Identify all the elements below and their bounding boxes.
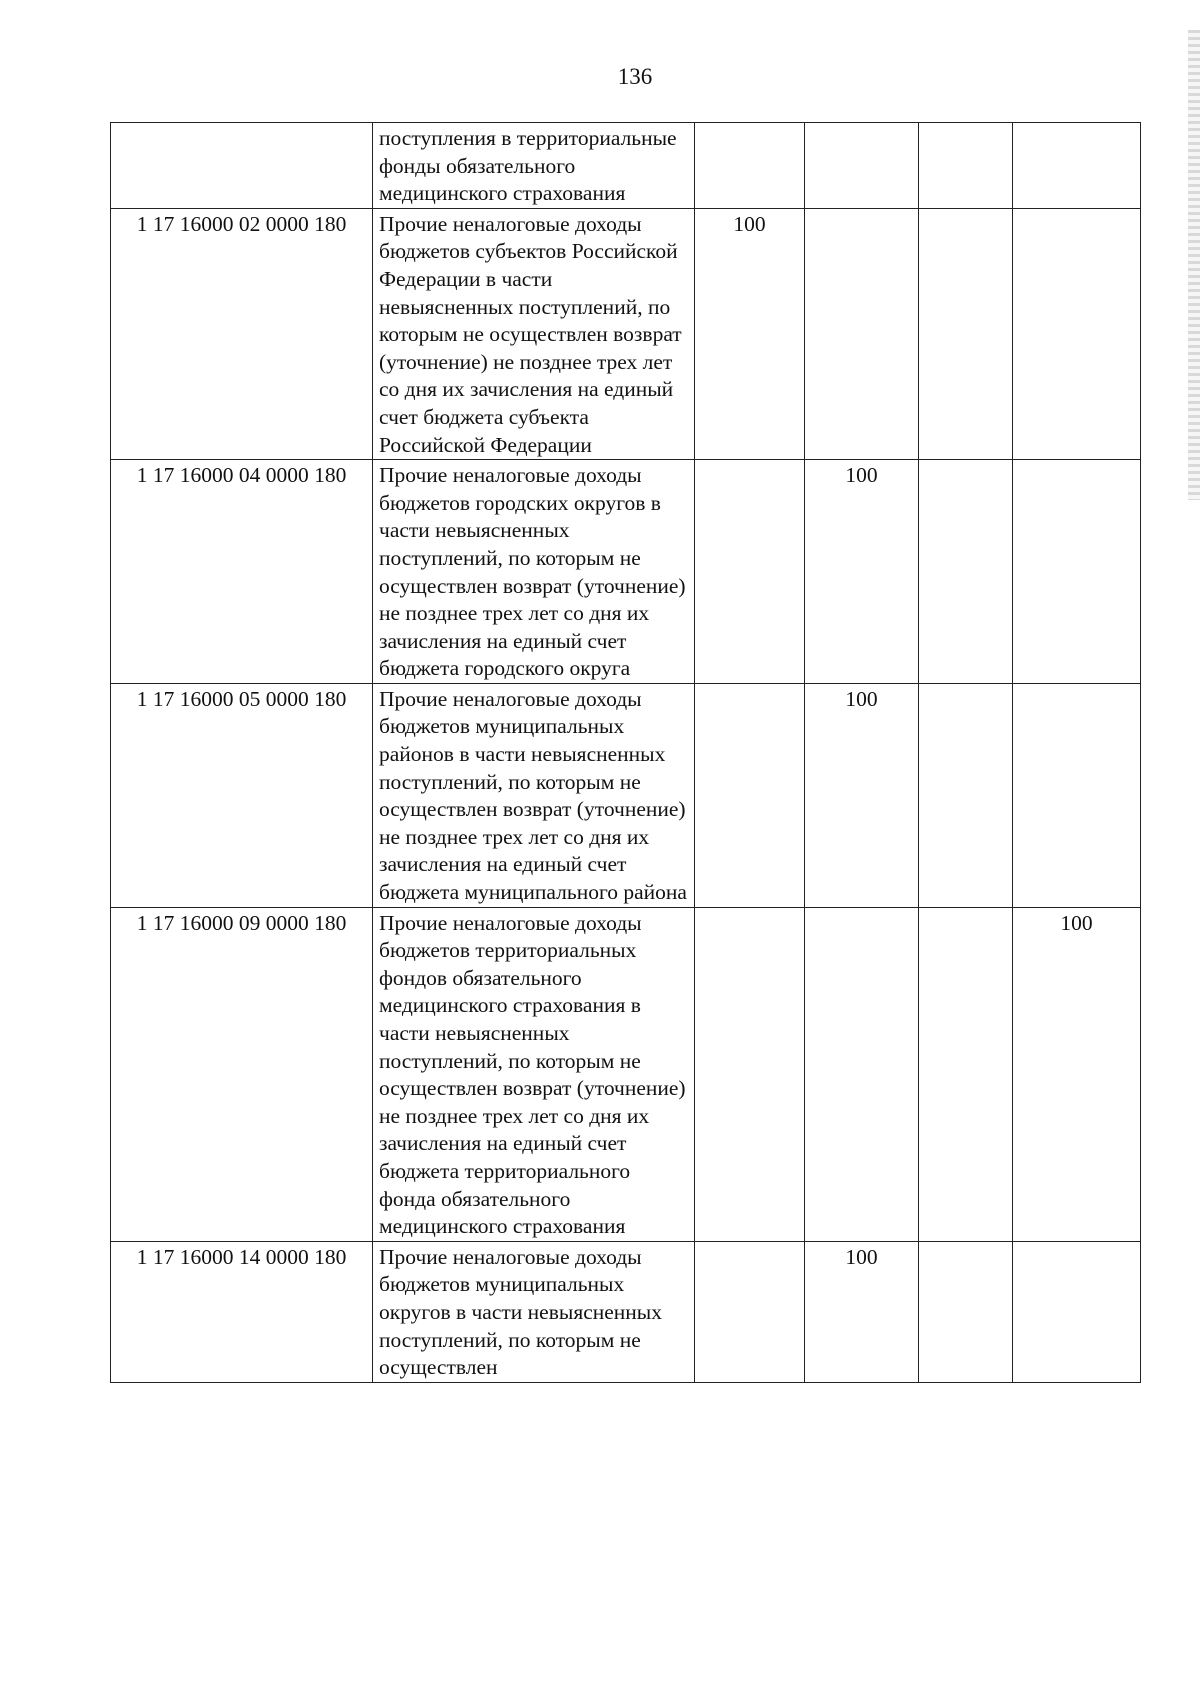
scan-edge-artifact (1188, 30, 1200, 500)
value-cell: 100 (805, 1241, 919, 1382)
value-cell (1013, 123, 1141, 209)
value-cell (1013, 208, 1141, 459)
description-cell: Прочие неналоговые доходы бюджетов городских округов в части невыясненных поступлений, по которым не осуществлен возврат (уточнение) не позднее трех лет со дня их зачисления на единый счет бюджета городского округа (373, 460, 695, 684)
value-cell (919, 683, 1013, 907)
code-cell (111, 123, 373, 209)
value-cell (919, 460, 1013, 684)
table-row (111, 208, 1141, 459)
value-cell: 100 (805, 460, 919, 684)
description-cell: Прочие неналоговые доходы бюджетов муниципальных районов в части невыясненных поступлений, по которым не осуществлен возврат (уточнение) не позднее трех лет со дня их зачисления на единый счет бюджета муниципального района (373, 683, 695, 907)
description-cell: поступления в территориальные фонды обязательного медицинского страхования (373, 123, 695, 209)
code-cell: 1 17 16000 05 0000 180 (111, 683, 373, 907)
code-cell: 1 17 16000 14 0000 180 (111, 1241, 373, 1382)
value-cell: 100 (1013, 907, 1141, 1241)
code-cell: 1 17 16000 09 0000 180 (111, 907, 373, 1241)
value-cell (919, 907, 1013, 1241)
code-cell: 1 17 16000 02 0000 180 (111, 208, 373, 459)
code-cell: 1 17 16000 04 0000 180 (111, 460, 373, 684)
table-row (111, 1241, 1141, 1382)
value-cell (805, 907, 919, 1241)
page-number: 136 (617, 64, 653, 89)
value-cell (1013, 1241, 1141, 1382)
value-cell: 100 (805, 683, 919, 907)
table-row (111, 907, 1141, 1241)
value-cell (805, 208, 919, 459)
value-cell (1013, 683, 1141, 907)
description-cell: Прочие неналоговые доходы бюджетов территориальных фондов обязательного медицинского страхования в части невыясненных поступлений, по которым не осуществлен возврат (уточнение) не позднее трех лет со дня их зачисления на единый счет бюджета территориального фонда обязательного медицинского страхования (373, 907, 695, 1241)
table-row (111, 683, 1141, 907)
value-cell (695, 123, 805, 209)
value-cell (1013, 460, 1141, 684)
value-cell (919, 1241, 1013, 1382)
value-cell (919, 123, 1013, 209)
table-row (111, 123, 1141, 209)
value-cell: 100 (695, 208, 805, 459)
value-cell (919, 208, 1013, 459)
value-cell (695, 1241, 805, 1382)
description-cell: Прочие неналоговые доходы бюджетов муниципальных округов в части невыясненных поступлений, по которым не осуществлен (373, 1241, 695, 1382)
value-cell (695, 460, 805, 684)
value-cell (805, 123, 919, 209)
description-cell: Прочие неналоговые доходы бюджетов субъектов Российской Федерации в части невыясненных поступлений, по которым не осуществлен возврат (уточнение) не позднее трех лет со дня их зачисления на единый счет бюджета субъекта Российской Федерации (373, 208, 695, 459)
value-cell (695, 683, 805, 907)
budget-code-table (110, 122, 1141, 1383)
table-row (111, 460, 1141, 684)
value-cell (695, 907, 805, 1241)
